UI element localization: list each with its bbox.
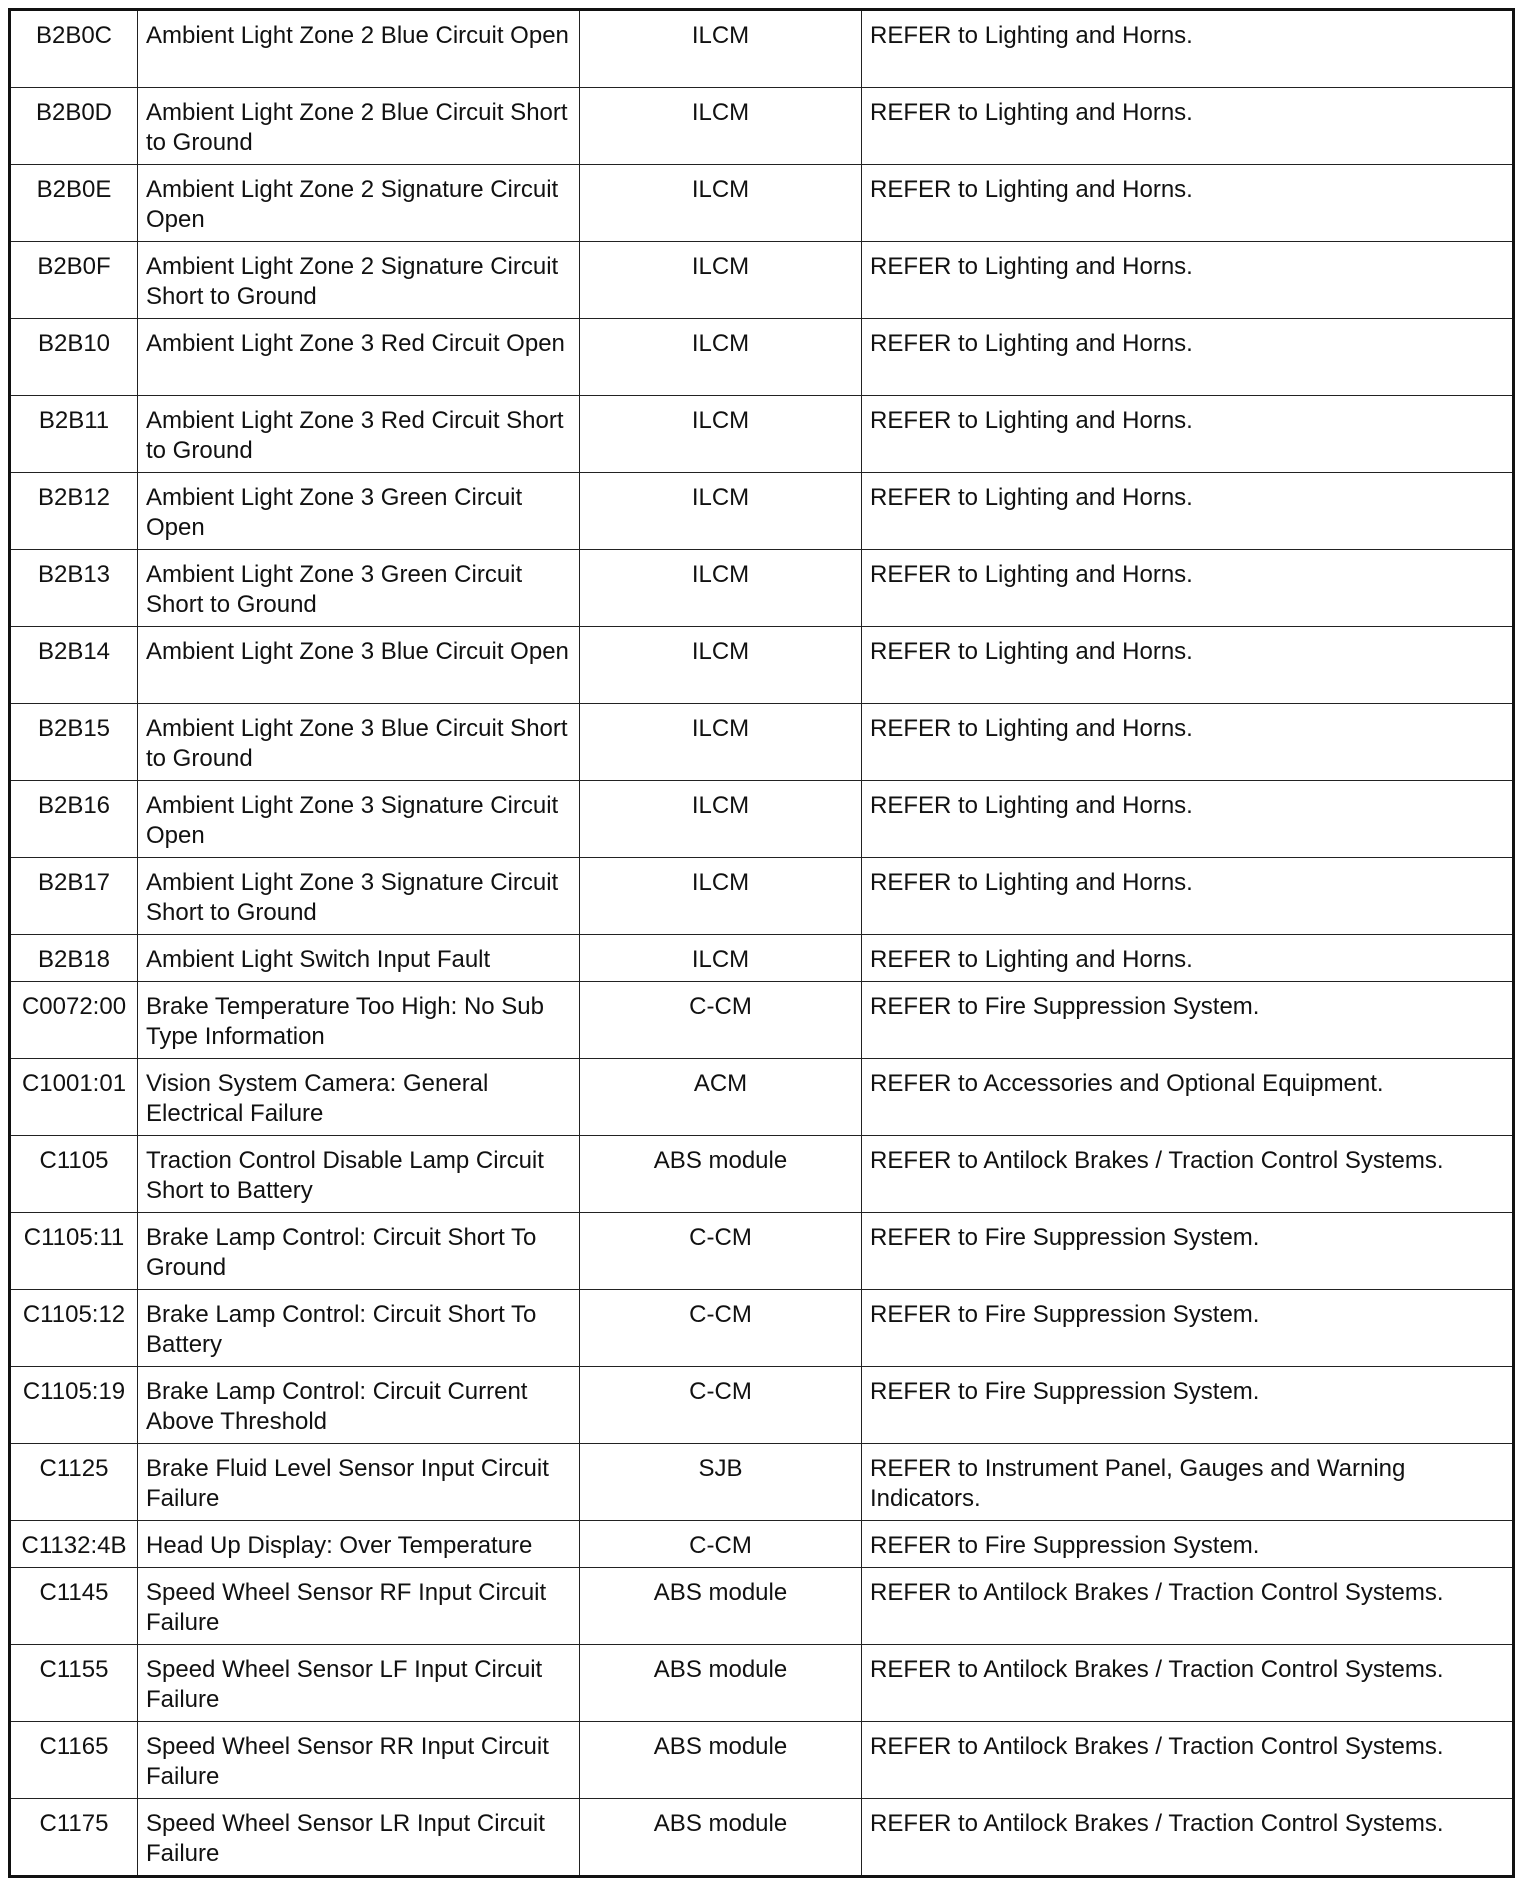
- dtc-code: B2B12: [10, 473, 138, 550]
- dtc-code: B2B11: [10, 396, 138, 473]
- table-row: [10, 1136, 1514, 1213]
- dtc-module: ABS module: [580, 1568, 862, 1645]
- dtc-code: B2B16: [10, 781, 138, 858]
- dtc-code: C1145: [10, 1568, 138, 1645]
- table-row: [10, 1568, 1514, 1645]
- dtc-description: Brake Lamp Control: Circuit Current Above Threshold: [138, 1367, 580, 1444]
- table-row: [10, 1059, 1514, 1136]
- dtc-module: ILCM: [580, 627, 862, 704]
- dtc-action: REFER to Fire Suppression System.: [862, 1521, 1514, 1568]
- dtc-module: ABS module: [580, 1645, 862, 1722]
- dtc-action: REFER to Lighting and Horns.: [862, 396, 1514, 473]
- dtc-code: C1105:19: [10, 1367, 138, 1444]
- dtc-action: REFER to Antilock Brakes / Traction Control Systems.: [862, 1136, 1514, 1213]
- dtc-module: ILCM: [580, 473, 862, 550]
- dtc-action: REFER to Fire Suppression System.: [862, 1290, 1514, 1367]
- table-row: [10, 396, 1514, 473]
- dtc-action: REFER to Lighting and Horns.: [862, 781, 1514, 858]
- dtc-description: Ambient Light Zone 2 Blue Circuit Short to Ground: [138, 88, 580, 165]
- dtc-code: C1001:01: [10, 1059, 138, 1136]
- dtc-code: B2B13: [10, 550, 138, 627]
- table-row: [10, 858, 1514, 935]
- dtc-code: C1105: [10, 1136, 138, 1213]
- dtc-description: Head Up Display: Over Temperature: [138, 1521, 580, 1568]
- table-row: [10, 1213, 1514, 1290]
- dtc-description: Ambient Light Zone 3 Red Circuit Open: [138, 319, 580, 396]
- table-row: [10, 165, 1514, 242]
- table-row: [10, 550, 1514, 627]
- dtc-description: Speed Wheel Sensor RF Input Circuit Failure: [138, 1568, 580, 1645]
- dtc-module: ILCM: [580, 10, 862, 88]
- dtc-module: ABS module: [580, 1799, 862, 1877]
- dtc-module: C-CM: [580, 1290, 862, 1367]
- dtc-description: Speed Wheel Sensor LF Input Circuit Failure: [138, 1645, 580, 1722]
- dtc-action: REFER to Lighting and Horns.: [862, 10, 1514, 88]
- dtc-module: ACM: [580, 1059, 862, 1136]
- dtc-description: Brake Lamp Control: Circuit Short To Battery: [138, 1290, 580, 1367]
- dtc-code: C1132:4B: [10, 1521, 138, 1568]
- table-row: [10, 627, 1514, 704]
- dtc-description: Ambient Light Zone 3 Blue Circuit Short to Ground: [138, 704, 580, 781]
- dtc-action: REFER to Antilock Brakes / Traction Control Systems.: [862, 1568, 1514, 1645]
- dtc-module: ILCM: [580, 88, 862, 165]
- table-row: [10, 1645, 1514, 1722]
- dtc-action: REFER to Fire Suppression System.: [862, 982, 1514, 1059]
- dtc-code: C1155: [10, 1645, 138, 1722]
- dtc-module: ABS module: [580, 1722, 862, 1799]
- dtc-module: ILCM: [580, 319, 862, 396]
- dtc-description: Ambient Light Zone 2 Signature Circuit Open: [138, 165, 580, 242]
- dtc-module: ILCM: [580, 396, 862, 473]
- dtc-action: REFER to Fire Suppression System.: [862, 1367, 1514, 1444]
- dtc-code: C1105:12: [10, 1290, 138, 1367]
- dtc-description: Ambient Light Zone 3 Green Circuit Short to Ground: [138, 550, 580, 627]
- table-row: [10, 982, 1514, 1059]
- dtc-code: B2B10: [10, 319, 138, 396]
- dtc-code: B2B18: [10, 935, 138, 982]
- dtc-module: ABS module: [580, 1136, 862, 1213]
- dtc-description: Speed Wheel Sensor RR Input Circuit Failure: [138, 1722, 580, 1799]
- dtc-action: REFER to Lighting and Horns.: [862, 550, 1514, 627]
- dtc-action: REFER to Lighting and Horns.: [862, 473, 1514, 550]
- dtc-description: Ambient Light Switch Input Fault: [138, 935, 580, 982]
- dtc-table: [8, 8, 1515, 1878]
- dtc-description: Speed Wheel Sensor LR Input Circuit Failure: [138, 1799, 580, 1877]
- dtc-action: REFER to Instrument Panel, Gauges and Warning Indicators.: [862, 1444, 1514, 1521]
- dtc-action: REFER to Lighting and Horns.: [862, 704, 1514, 781]
- dtc-description: Vision System Camera: General Electrical Failure: [138, 1059, 580, 1136]
- dtc-description: Ambient Light Zone 3 Signature Circuit Open: [138, 781, 580, 858]
- dtc-code: B2B17: [10, 858, 138, 935]
- dtc-description: Ambient Light Zone 3 Green Circuit Open: [138, 473, 580, 550]
- dtc-action: REFER to Antilock Brakes / Traction Control Systems.: [862, 1645, 1514, 1722]
- dtc-action: REFER to Lighting and Horns.: [862, 242, 1514, 319]
- dtc-description: Brake Lamp Control: Circuit Short To Ground: [138, 1213, 580, 1290]
- dtc-module: SJB: [580, 1444, 862, 1521]
- dtc-code: B2B0E: [10, 165, 138, 242]
- dtc-code: B2B0F: [10, 242, 138, 319]
- dtc-action: REFER to Lighting and Horns.: [862, 627, 1514, 704]
- dtc-module: ILCM: [580, 858, 862, 935]
- dtc-module: ILCM: [580, 781, 862, 858]
- table-row: [10, 781, 1514, 858]
- dtc-module: ILCM: [580, 165, 862, 242]
- dtc-code: C0072:00: [10, 982, 138, 1059]
- table-row: [10, 1722, 1514, 1799]
- table-row: [10, 1521, 1514, 1568]
- table-row: [10, 10, 1514, 88]
- dtc-module: C-CM: [580, 1367, 862, 1444]
- table-row: [10, 473, 1514, 550]
- dtc-module: C-CM: [580, 1521, 862, 1568]
- dtc-action: REFER to Accessories and Optional Equipment.: [862, 1059, 1514, 1136]
- dtc-code: B2B0D: [10, 88, 138, 165]
- dtc-action: REFER to Lighting and Horns.: [862, 319, 1514, 396]
- table-row: [10, 1444, 1514, 1521]
- dtc-action: REFER to Lighting and Horns.: [862, 858, 1514, 935]
- dtc-description: Ambient Light Zone 3 Red Circuit Short to Ground: [138, 396, 580, 473]
- dtc-description: Brake Temperature Too High: No Sub Type Information: [138, 982, 580, 1059]
- table-row: [10, 1799, 1514, 1877]
- dtc-description: Ambient Light Zone 3 Blue Circuit Open: [138, 627, 580, 704]
- dtc-module: ILCM: [580, 935, 862, 982]
- dtc-code: C1125: [10, 1444, 138, 1521]
- dtc-module: ILCM: [580, 704, 862, 781]
- dtc-action: REFER to Antilock Brakes / Traction Control Systems.: [862, 1722, 1514, 1799]
- table-row: [10, 242, 1514, 319]
- dtc-code: B2B0C: [10, 10, 138, 88]
- dtc-module: ILCM: [580, 242, 862, 319]
- dtc-action: REFER to Fire Suppression System.: [862, 1213, 1514, 1290]
- dtc-description: Traction Control Disable Lamp Circuit Short to Battery: [138, 1136, 580, 1213]
- dtc-action: REFER to Antilock Brakes / Traction Control Systems.: [862, 1799, 1514, 1877]
- dtc-code: B2B15: [10, 704, 138, 781]
- dtc-table-body: [10, 10, 1514, 1877]
- table-row: [10, 935, 1514, 982]
- dtc-code: C1175: [10, 1799, 138, 1877]
- dtc-module: C-CM: [580, 982, 862, 1059]
- dtc-description: Ambient Light Zone 2 Blue Circuit Open: [138, 10, 580, 88]
- dtc-module: C-CM: [580, 1213, 862, 1290]
- table-row: [10, 704, 1514, 781]
- dtc-module: ILCM: [580, 550, 862, 627]
- dtc-description: Ambient Light Zone 2 Signature Circuit Short to Ground: [138, 242, 580, 319]
- dtc-description: Brake Fluid Level Sensor Input Circuit Failure: [138, 1444, 580, 1521]
- dtc-action: REFER to Lighting and Horns.: [862, 935, 1514, 982]
- dtc-action: REFER to Lighting and Horns.: [862, 88, 1514, 165]
- dtc-description: Ambient Light Zone 3 Signature Circuit Short to Ground: [138, 858, 580, 935]
- dtc-action: REFER to Lighting and Horns.: [862, 165, 1514, 242]
- table-row: [10, 1367, 1514, 1444]
- dtc-code: C1105:11: [10, 1213, 138, 1290]
- table-row: [10, 319, 1514, 396]
- table-row: [10, 88, 1514, 165]
- dtc-code: B2B14: [10, 627, 138, 704]
- table-row: [10, 1290, 1514, 1367]
- dtc-code: C1165: [10, 1722, 138, 1799]
